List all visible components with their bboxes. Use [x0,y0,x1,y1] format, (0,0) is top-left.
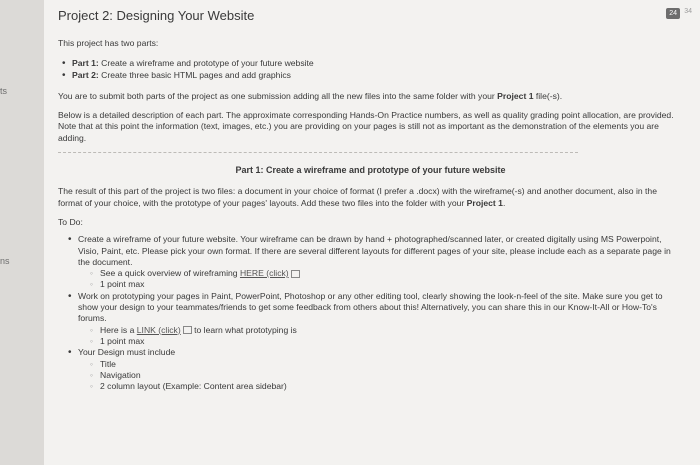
wireframe-points: ◦ 1 point max [88,279,683,290]
todo-item-prototype [64,291,683,347]
part-1-label: Part 1: [72,58,99,69]
intro-lead: This project has two parts: [58,38,159,48]
todo-item-wireframe [64,234,683,290]
wireframe-here-link[interactable]: HERE (click) [239,268,289,279]
part-1-text: Create a wireframe and prototype of your future website [98,58,314,69]
prototype-link-suffix: to learn what prototyping is [191,324,297,335]
design-item-title: ◦ Title [88,359,683,370]
part-2-item [58,70,683,81]
prototype-sublist [78,325,683,348]
part1-result-text: The result of this part of the project is two files: a document in your choice of format (I prefer a .docx) with the wireframe(-s) and another document, also in the format of your choice, with the prototype of your pages' layouts. Add these two files into the folder with your [58,186,657,208]
part-1-item [58,58,683,69]
detail-paragraph: Below is a detailed description of each part. The approximate corresponding Hands-On Practice numbers, as well as quality grading point allocation, are provided. Note that at this point the information (text, images, etc.) you are providing on your pages is still not as important as the demonstration of the elements you are adding. [58,110,674,143]
wireframe-sublist [78,268,683,291]
submit-suffix: file(-s). [533,90,563,101]
sidebar-label-1: ts [0,86,8,96]
submit-paragraph [58,91,683,102]
document-page [44,0,700,465]
divider [58,152,578,153]
design-item-navigation: ◦ Navigation [88,370,683,381]
todo-item-design [64,347,683,392]
part1-result-bold: Project 1 [466,197,503,208]
wireframe-link-item [88,268,683,279]
design-sublist [78,359,683,393]
todo-item-prototype-text: Work on prototyping your pages in Paint, PowerPoint, Photoshop or any other editing tool, clearly showing the look-n-feel of the site. Make sure you get to show your design to your teammates/friends to get some feedback from others about this! Alternatively, you can share this in our Know-It-All or How-To's forums. [78,290,663,324]
design-item-layout: ◦ 2 column layout (Example: Content area sidebar) [88,381,683,392]
parts-list [58,58,683,81]
external-link-icon[interactable] [183,326,192,334]
part1-result-paragraph [58,186,683,209]
todo-item-design-text: Your Design must include [78,347,176,358]
prototype-points: ◦ 1 point max [88,336,683,347]
prototype-link-prefix: Here is a [100,324,137,335]
prototype-link-item [88,325,683,336]
page-badge: 24 [666,8,680,19]
submit-text: You are to submit both parts of the project as one submission adding all the new files into the same folder with your [58,90,498,101]
submit-bold: Project 1 [497,90,534,101]
part1-heading: Part 1: Create a wireframe and prototype of your future website [235,165,506,176]
document-body [58,38,683,392]
part-2-text: Create three basic HTML pages and add graphics [98,69,291,80]
prototype-link[interactable]: LINK (click) [136,324,181,335]
page-title: Project 2: Designing Your Website [58,8,255,23]
page-badge-suffix: 34 [684,8,692,15]
part1-result-suffix: . [502,197,506,208]
left-sidebar-strip [0,0,45,465]
sidebar-label-2: ns [0,256,10,266]
todo-list [58,234,683,392]
wireframe-link-prefix: See a quick overview of wireframing [100,268,240,279]
todo-label: To Do: [58,216,83,227]
todo-item-wireframe-text: Create a wireframe of your future website. Your wireframe can be drawn by hand + photographed/scanned later, or created digitally using MS Powerpoint, Visio, Paint, etc. Please pick your own format. If there are several different layouts for different pages of your site, please include each as a separate page in the document. [78,234,671,267]
external-link-icon[interactable] [291,270,300,278]
part-2-label: Part 2: [72,69,99,80]
